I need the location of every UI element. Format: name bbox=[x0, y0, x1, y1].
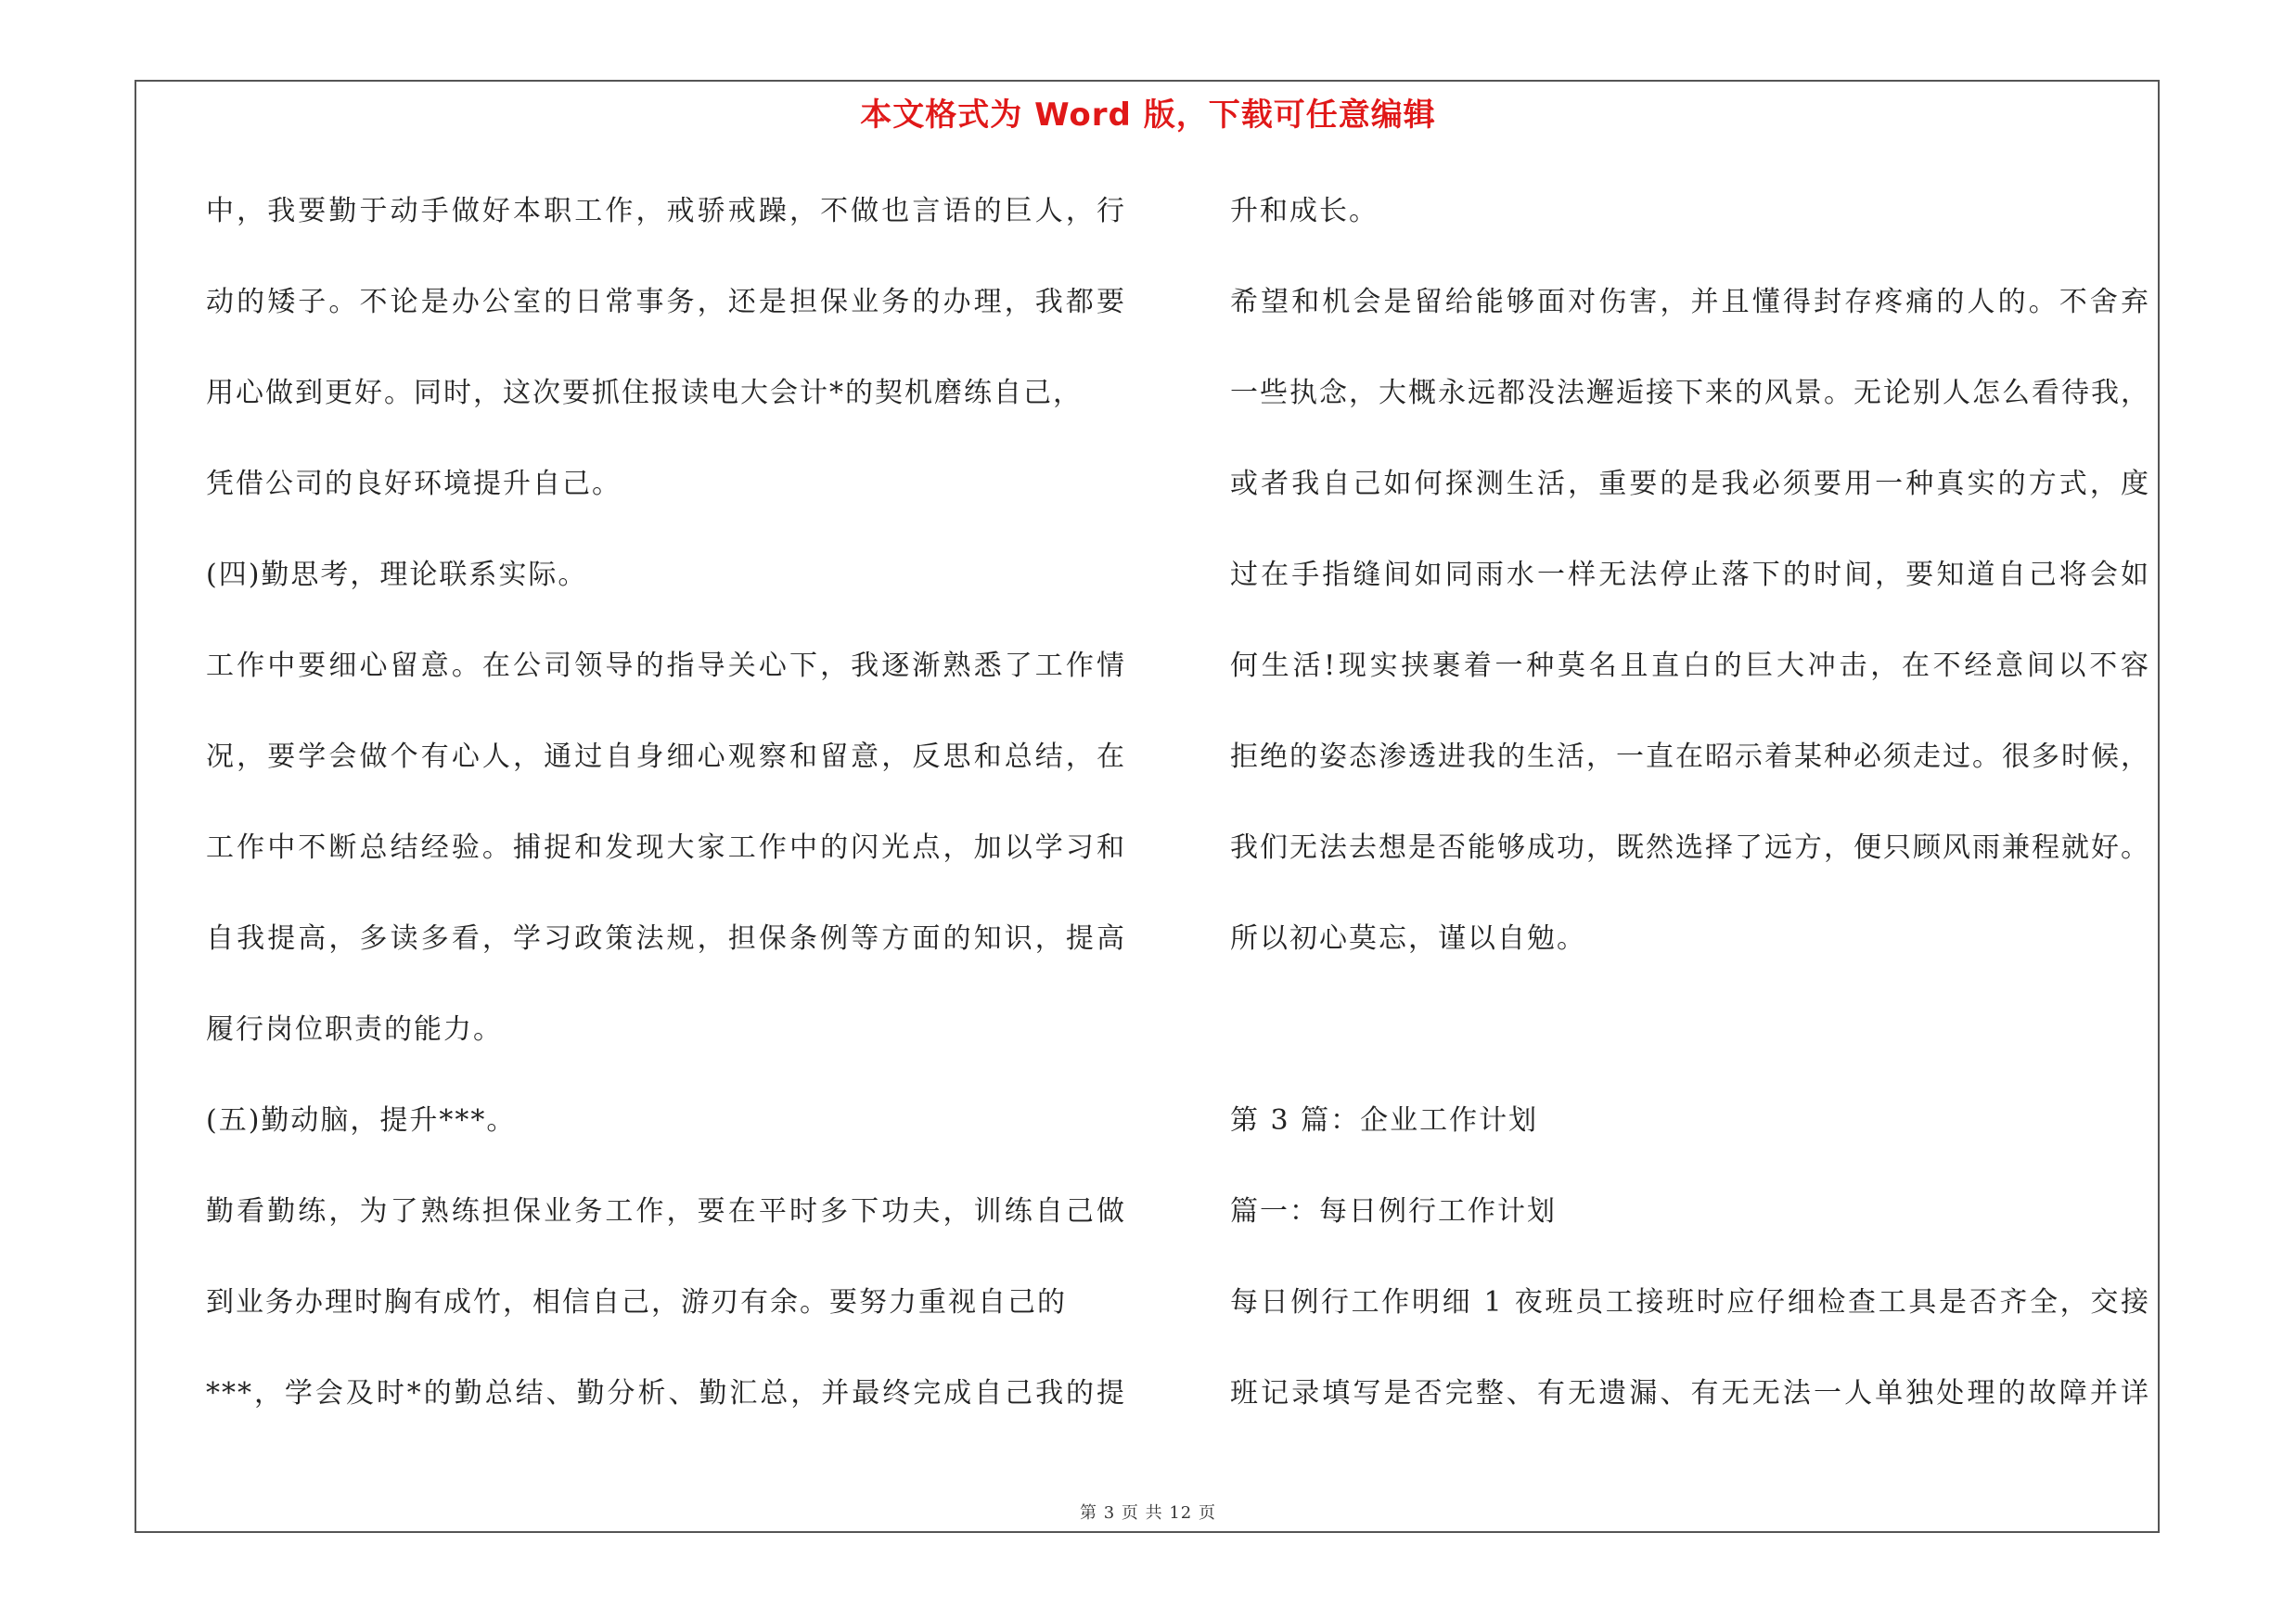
section-heading: 篇一：每日例行工作计划 bbox=[1230, 1195, 1557, 1228]
section-heading: (四)勤思考，理论联系实际。 bbox=[206, 559, 588, 591]
paragraph-line: 何生活!现实挟裹着一种莫名且直白的巨大冲击，在不经意间以不容 bbox=[1230, 650, 2150, 682]
paragraph-line: 凭借公司的良好环境提升自己。 bbox=[206, 468, 622, 500]
format-banner: 本文格式为 Word 版，下载可任意编辑 bbox=[860, 97, 1436, 134]
paragraph-line: 班记录填写是否完整、有无遗漏、有无无法一人单独处理的故障并详 bbox=[1230, 1377, 2150, 1410]
paragraph-line: 我们无法去想是否能够成功，既然选择了远方，便只顾风雨兼程就好。 bbox=[1230, 831, 2150, 864]
paragraph-line: 到业务办理时胸有成竹，相信自己，游刃有余。要努力重视自己的 bbox=[206, 1286, 1067, 1319]
left-column bbox=[206, 186, 1126, 1459]
paragraph-line: 履行岗位职责的能力。 bbox=[206, 1013, 503, 1046]
paragraph-line: 所以初心莫忘，谨以自勉。 bbox=[1230, 922, 1586, 955]
article-title: 第 3 篇：企业工作计划 bbox=[1230, 1104, 1539, 1137]
paragraph-gap bbox=[1230, 1004, 2150, 1095]
paragraph-line: 拒绝的姿态渗透进我的生活，一直在昭示着某种必须走过。很多时候， bbox=[1230, 741, 2150, 773]
paragraph-line: 中，我要勤于动手做好本职工作，戒骄戒躁，不做也言语的巨人，行 bbox=[206, 195, 1126, 227]
paragraph-line: 用心做到更好。同时，这次要抓住报读电大会计*的契机磨练自己， bbox=[206, 377, 1083, 409]
paragraph-line: 况，要学会做个有心人，通过自身细心观察和留意，反思和总结，在 bbox=[206, 741, 1126, 773]
paragraph-line: 工作中不断总结经验。捕捉和发现大家工作中的闪光点，加以学习和 bbox=[206, 831, 1126, 864]
paragraph-line: 过在手指缝间如同雨水一样无法停止落下的时间，要知道自己将会如 bbox=[1230, 559, 2150, 591]
paragraph-line: ***，学会及时*的勤总结、勤分析、勤汇总，并最终完成自己我的提 bbox=[206, 1377, 1126, 1410]
right-column bbox=[1230, 186, 2150, 1459]
paragraph-line: 自我提高，多读多看，学习政策法规，担保条例等方面的知识，提高 bbox=[206, 922, 1126, 955]
section-heading: (五)勤动脑，提升***。 bbox=[206, 1104, 517, 1137]
paragraph-line: 每日例行工作明细 1 夜班员工接班时应仔细检查工具是否齐全，交接 bbox=[1230, 1286, 2150, 1319]
paragraph-line: 升和成长。 bbox=[1230, 195, 1379, 227]
paragraph-line: 勤看勤练，为了熟练担保业务工作，要在平时多下功夫，训练自己做 bbox=[206, 1195, 1126, 1228]
page-number: 第 3 页 共 12 页 bbox=[1080, 1503, 1216, 1523]
paragraph-line: 或者我自己如何探测生活，重要的是我必须要用一种真实的方式，度 bbox=[1230, 468, 2150, 500]
paragraph-line: 希望和机会是留给能够面对伤害，并且懂得封存疼痛的人的。不舍弃 bbox=[1230, 286, 2150, 318]
paragraph-line: 动的矮子。不论是办公室的日常事务，还是担保业务的办理，我都要 bbox=[206, 286, 1126, 318]
paragraph-line: 一些执念，大概永远都没法邂逅接下来的风景。无论别人怎么看待我， bbox=[1230, 377, 2150, 409]
paragraph-line: 工作中要细心留意。在公司领导的指导关心下，我逐渐熟悉了工作情 bbox=[206, 650, 1126, 682]
